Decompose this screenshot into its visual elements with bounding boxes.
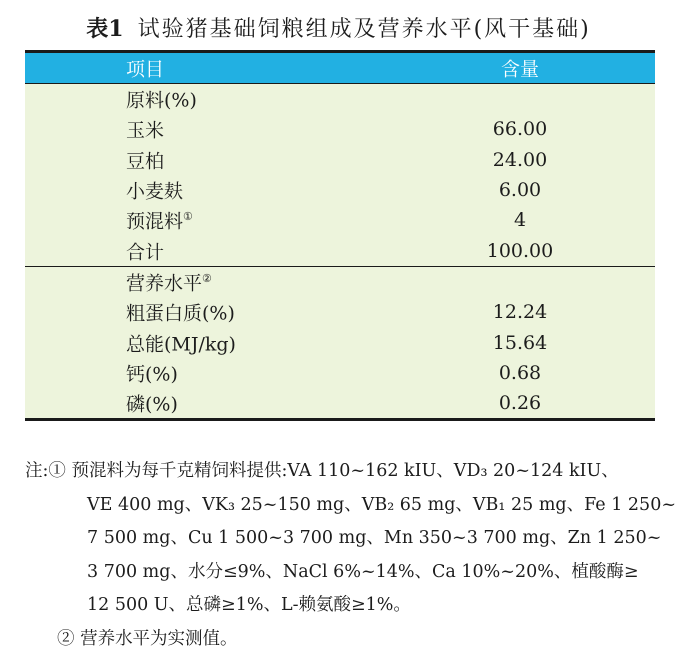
row-value: 6.00 [498,179,542,202]
section-heading: 原料(%) [126,89,197,112]
row-value: 15.64 [492,331,548,354]
note-line: 7 500 mg、Cu 1 500~3 700 mg、Mn 350~3 700 mg、Zn 1 250~ [87,528,662,548]
row-value: 66.00 [492,118,548,141]
section-heading: 营养水平 [126,272,203,295]
table-row [25,327,655,357]
row-name: 磷(%) [126,393,178,416]
data-table [25,50,655,421]
note-line: 3 700 mg、水分≤9%、NaCl 6%~14%、Ca 10%~20%、植酸酶≥ [87,561,639,582]
table-title [0,12,677,43]
row-name-with-note [126,207,193,234]
row-value: 0.68 [498,361,542,384]
row-name: 豆柏 [126,150,165,173]
row-name: 合计 [126,241,165,264]
row-value: 24.00 [492,148,548,171]
footnote-marker: ② [202,272,212,286]
table-header-row [25,53,655,83]
table-row [25,297,655,327]
section-heading-with-note [126,268,212,295]
table-row [25,358,655,388]
note-line: 12 500 U、总磷≥1%、L-赖氨酸≥1%。 [87,595,411,615]
table-row [25,175,655,205]
row-value: 4 [513,209,527,232]
row-name: 玉米 [126,119,165,142]
table-caption: 试验猪基础饲粮组成及营养水平(风干基础) [137,17,591,42]
row-name: 小麦麸 [126,180,184,203]
table-number: 表1 [86,16,124,42]
row-value: 0.26 [498,392,542,415]
section-heading-row [25,267,655,297]
row-name: 总能(MJ/kg) [126,333,236,356]
row-name: 粗蛋白质(%) [126,302,235,325]
row-value: 100.00 [486,239,554,262]
bottom-rule [25,418,655,421]
row-name: 钙(%) [126,363,178,386]
table-row [25,235,655,265]
table-row [25,388,655,418]
section-nutrients [25,267,655,418]
header-content: 含量 [500,58,539,81]
header-item: 项目 [126,58,165,81]
row-value: 12.24 [492,301,548,324]
footnote-marker: ① [183,210,193,224]
table-row [25,205,655,235]
section-ingredients [25,84,655,266]
note-line: VE 400 mg、VK₃ 25~150 mg、VB₂ 65 mg、VB₁ 25 mg、Fe 1 250~ [87,494,676,515]
note-line: 注:① 预混料为每千克精饲料提供:VA 110~162 kIU、VD₃ 20~124 kIU、 [25,461,619,481]
row-name: 预混料 [126,210,184,233]
note-line-2: ② 营养水平为实测值。 [57,628,238,649]
section-heading-row [25,84,655,114]
table-notes [25,455,676,656]
table-row [25,114,655,144]
table-row [25,145,655,175]
